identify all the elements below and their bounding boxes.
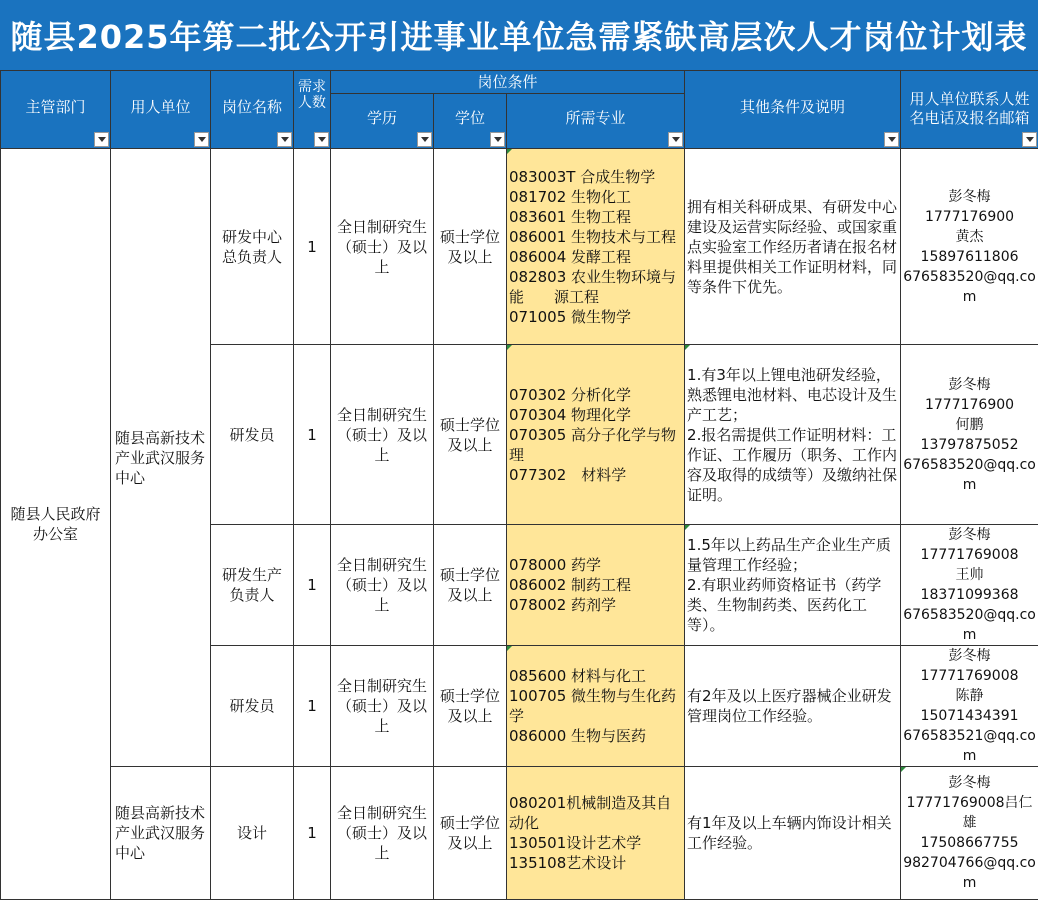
notes-cell: 1.有3年以上锂电池研发经验，熟悉锂电池材料、电芯设计及生产工艺； 2.报名需提供工作证明材料：工作证、工作履历（职务、工作内容及取得的成绩等）及缴纳社保证明。 bbox=[685, 345, 901, 525]
header-count: 需求人数 bbox=[294, 71, 331, 149]
unit-cell: 随县高新技术产业武汉服务中心 bbox=[111, 149, 211, 767]
header-education: 学历 bbox=[331, 94, 434, 149]
header-conditions: 岗位条件 bbox=[331, 71, 685, 94]
major-cell: 085600 材料与化工 100705 微生物与生化药学 086000 生物与医药 bbox=[507, 646, 685, 767]
count-cell: 1 bbox=[294, 646, 331, 767]
notes-cell: 有2年及以上医疗器械企业研发管理岗位工作经验。 bbox=[685, 646, 901, 767]
table-row bbox=[1, 767, 1038, 900]
filter-dropdown-icon[interactable] bbox=[490, 132, 505, 147]
count-cell: 1 bbox=[294, 767, 331, 900]
position-cell: 研发生产负责人 bbox=[211, 525, 294, 646]
notes-cell: 有1年及以上车辆内饰设计相关工作经验。 bbox=[685, 767, 901, 900]
position-cell: 研发员 bbox=[211, 646, 294, 767]
header-contact: 用人单位联系人姓名电话及报名邮箱 bbox=[901, 71, 1038, 149]
filter-dropdown-icon[interactable] bbox=[277, 132, 292, 147]
education-cell: 全日制研究生（硕士）及以上 bbox=[331, 525, 434, 646]
page-title: 随县2025年第二批公开引进事业单位急需紧缺高层次人才岗位计划表 bbox=[0, 0, 1038, 70]
contact-cell: 彭冬梅 1777176900 何鹏 13797875052 676583520@qq.com bbox=[901, 345, 1038, 525]
dept-cell: 随县人民政府办公室 bbox=[1, 149, 111, 900]
degree-cell: 硕士学位及以上 bbox=[434, 345, 507, 525]
contact-cell: 彭冬梅 17771769008 陈静 15071434391 676583521@qq.com bbox=[901, 646, 1038, 767]
major-cell: 070302 分析化学 070304 物理化学 070305 高分子化学与物理 077302 材料学 bbox=[507, 345, 685, 525]
filter-dropdown-icon[interactable] bbox=[194, 132, 209, 147]
unit-cell: 随县高新技术产业武汉服务中心 bbox=[111, 767, 211, 900]
header-degree: 学位 bbox=[434, 94, 507, 149]
filter-dropdown-icon[interactable] bbox=[314, 132, 329, 147]
filter-dropdown-icon[interactable] bbox=[94, 132, 109, 147]
positions-table bbox=[0, 70, 1038, 900]
header-position: 岗位名称 bbox=[211, 71, 294, 149]
degree-cell: 硕士学位及以上 bbox=[434, 149, 507, 345]
position-cell: 研发员 bbox=[211, 345, 294, 525]
header-dept: 主管部门 bbox=[1, 71, 111, 149]
degree-cell: 硕士学位及以上 bbox=[434, 767, 507, 900]
education-cell: 全日制研究生（硕士）及以上 bbox=[331, 149, 434, 345]
filter-dropdown-icon[interactable] bbox=[417, 132, 432, 147]
major-cell: 083003T 合成生物学 081702 生物化工 083601 生物工程 086001 生物技术与工程 086004 发酵工程 082803 农业生物环境与能 源工程 071005 微生物学 bbox=[507, 149, 685, 345]
position-cell: 研发中心总负责人 bbox=[211, 149, 294, 345]
table-row bbox=[1, 149, 1038, 345]
major-cell: 080201机械制造及其自动化 130501设计艺术学 135108艺术设计 bbox=[507, 767, 685, 900]
position-cell: 设计 bbox=[211, 767, 294, 900]
contact-cell: 彭冬梅 1777176900 黄杰 15897611806 676583520@qq.com bbox=[901, 149, 1038, 345]
notes-cell: 1.5年以上药品生产企业生产质量管理工作经验； 2.有职业药师资格证书（药学类、生物制药类、医药化工等）。 bbox=[685, 525, 901, 646]
contact-cell: 彭冬梅 17771769008 王帅 18371099368 676583520@qq.com bbox=[901, 525, 1038, 646]
filter-dropdown-icon[interactable] bbox=[884, 132, 899, 147]
education-cell: 全日制研究生（硕士）及以上 bbox=[331, 345, 434, 525]
degree-cell: 硕士学位及以上 bbox=[434, 525, 507, 646]
header-unit: 用人单位 bbox=[111, 71, 211, 149]
filter-dropdown-icon[interactable] bbox=[668, 132, 683, 147]
header-major: 所需专业 bbox=[507, 94, 685, 149]
contact-cell: 彭冬梅 17771769008吕仁雄 17508667755 982704766@qq.com bbox=[901, 767, 1038, 900]
count-cell: 1 bbox=[294, 525, 331, 646]
count-cell: 1 bbox=[294, 149, 331, 345]
notes-cell: 拥有相关科研成果、有研发中心建设及运营实际经验、或国家重点实验室工作经历者请在报名材料里提供相关工作证明材料，同等条件下优先。 bbox=[685, 149, 901, 345]
count-cell: 1 bbox=[294, 345, 331, 525]
education-cell: 全日制研究生（硕士）及以上 bbox=[331, 646, 434, 767]
header-notes: 其他条件及说明 bbox=[685, 71, 901, 149]
major-cell: 078000 药学 086002 制药工程 078002 药剂学 bbox=[507, 525, 685, 646]
education-cell: 全日制研究生（硕士）及以上 bbox=[331, 767, 434, 900]
degree-cell: 硕士学位及以上 bbox=[434, 646, 507, 767]
filter-dropdown-icon[interactable] bbox=[1022, 132, 1037, 147]
